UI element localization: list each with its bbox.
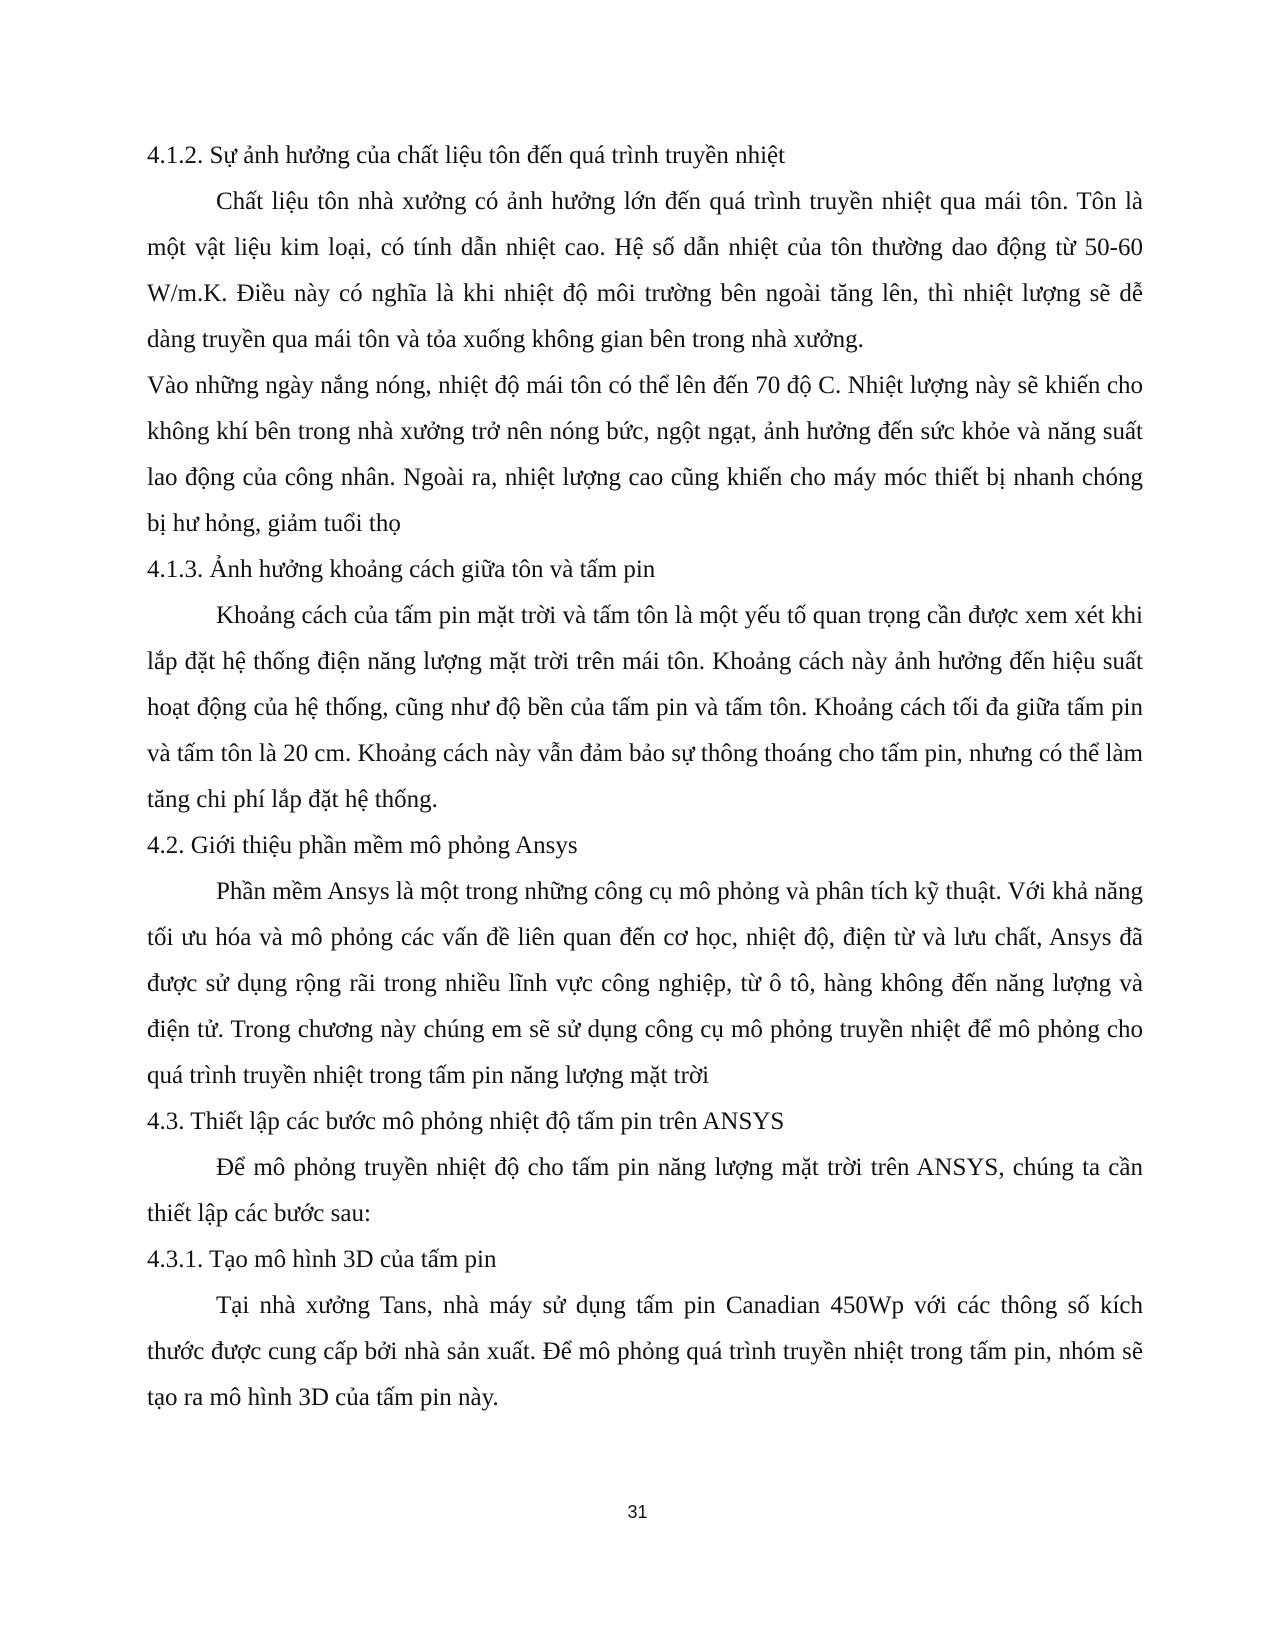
paragraph: Chất liệu tôn nhà xưởng có ảnh hưởng lớn đến quá trình truyền nhiệt qua mái tôn. Tôn là một vật liệu kim loại, có tính dẫn nhiệt cao. Hệ số dẫn nhiệt của tôn thường dao động từ 50-60 W/m.K. Điều này có nghĩa là khi nhiệt độ môi trường bên ngoài tăng lên, thì nhiệt lượng sẽ dễ dàng truyền qua mái tôn và tỏa xuống không gian bên trong nhà xưởng.	[147, 188, 1143, 353]
paragraph: Phần mềm Ansys là một trong những công cụ mô phỏng và phân tích kỹ thuật. Với khả năng tối ưu hóa và mô phỏng các vấn đề liên quan đến cơ học, nhiệt độ, điện từ và lưu chất, Ansys đã được sử dụng rộng rãi trong nhiều lĩnh vực công nghiệp, từ ô tô, hàng không đến năng lượng và điện tử. Trong chương này chúng em sẽ sử dụng công cụ mô phỏng truyền nhiệt để mô phỏng cho quá trình truyền nhiệt trong tấm pin năng lượng mặt trời	[147, 878, 1143, 1089]
paragraph: Khoảng cách của tấm pin mặt trời và tấm tôn là một yếu tố quan trọng cần được xem xét khi lắp đặt hệ thống điện năng lượng mặt trời trên mái tôn. Khoảng cách này ảnh hưởng đến hiệu suất hoạt động của hệ thống, cũng như độ bền của tấm pin và tấm tôn. Khoảng cách tối đa giữa tấm pin và tấm tôn là 20 cm. Khoảng cách này vẫn đảm bảo sự thông thoáng cho tấm pin, nhưng có thể làm tăng chi phí lắp đặt hệ thống.	[147, 602, 1143, 813]
page-number: 31	[627, 1502, 648, 1522]
document-page	[147, 133, 1143, 1421]
paragraph: Vào những ngày nắng nóng, nhiệt độ mái tôn có thể lên đến 70 độ C. Nhiệt lượng này sẽ khiến cho không khí bên trong nhà xưởng trở nên nóng bức, ngột ngạt, ảnh hưởng đến sức khỏe và năng suất lao động của công nhân. Ngoài ra, nhiệt lượng cao cũng khiến cho máy móc thiết bị nhanh chóng bị hư hỏng, giảm tuổi thọ	[147, 372, 1143, 537]
section-heading-4-3-1: 4.3.1. Tạo mô hình 3D của tấm pin	[147, 1246, 497, 1273]
section-heading-4-2: 4.2. Giới thiệu phần mềm mô phỏng Ansys	[147, 832, 578, 859]
section-heading-4-3: 4.3. Thiết lập các bước mô phỏng nhiệt độ tấm pin trên ANSYS	[147, 1108, 785, 1135]
section-heading-4-1-3: 4.1.3. Ảnh hưởng khoảng cách giữa tôn và tấm pin	[147, 556, 656, 583]
paragraph: Tại nhà xưởng Tans, nhà máy sử dụng tấm pin Canadian 450Wp với các thông số kích thước được cung cấp bởi nhà sản xuất. Để mô phỏng quá trình truyền nhiệt trong tấm pin, nhóm sẽ tạo ra mô hình 3D của tấm pin này.	[147, 1292, 1143, 1411]
section-heading-4-1-2: 4.1.2. Sự ảnh hưởng của chất liệu tôn đến quá trình truyền nhiệt	[147, 142, 786, 169]
paragraph: Để mô phỏng truyền nhiệt độ cho tấm pin năng lượng mặt trời trên ANSYS, chúng ta cần thiết lập các bước sau:	[147, 1154, 1143, 1227]
